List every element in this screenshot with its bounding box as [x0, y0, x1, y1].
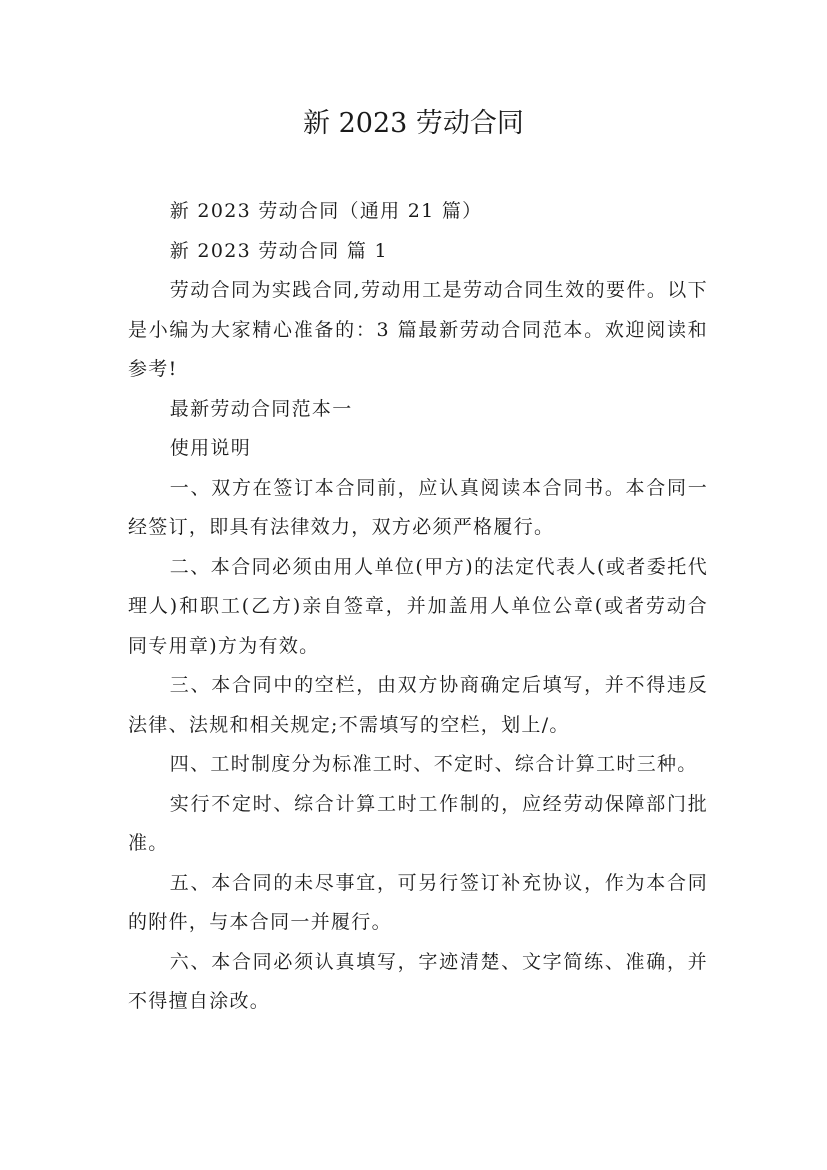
paragraph-subtitle: 新 2023 劳动合同（通用 21 篇）	[169, 200, 483, 222]
paragraph-item-3: 三、本合同中的空栏，由双方协商确定后填写，并不得违反法律、法规和相关规定;不需填写的空栏，划上/。	[128, 674, 708, 736]
paragraph-item-6: 六、本合同必须认真填写，字迹清楚、文字简练、准确，并不得擅自涂改。	[128, 950, 708, 1012]
paragraph-intro: 劳动合同为实践合同,劳动用工是劳动合同生效的要件。以下是小编为大家精心准备的：3 篇最新劳动合同范本。欢迎阅读和参考!	[128, 279, 708, 380]
paragraph-section-heading: 新 2023 劳动合同 篇 1	[169, 239, 388, 262]
paragraph-item-2: 二、本合同必须由用人单位(甲方)的法定代表人(或者委托代理人)和职工(乙方)亲自签章，并加盖用人单位公章(或者劳动合同专用章)方为有效。	[128, 555, 708, 657]
paragraph-template-heading: 最新劳动合同范本一	[169, 397, 353, 420]
paragraph-item-4-note: 实行不定时、综合计算工时工作制的，应经劳动保障部门批准。	[128, 792, 708, 854]
paragraph-item-1: 一、双方在签订本合同前，应认真阅读本合同书。本合同一经签订，即具有法律效力，双方必须严格履行。	[128, 476, 708, 538]
document-title: 新 2023 劳动合同	[303, 108, 524, 139]
paragraph-item-5: 五、本合同的未尽事宜，可另行签订补充协议，作为本合同的附件，与本合同一并履行。	[128, 871, 708, 933]
paragraph-usage-heading: 使用说明	[169, 437, 251, 459]
paragraph-item-4: 四、工时制度分为标准工时、不定时、综合计算工时三种。	[169, 753, 698, 775]
document-body	[128, 192, 708, 1022]
